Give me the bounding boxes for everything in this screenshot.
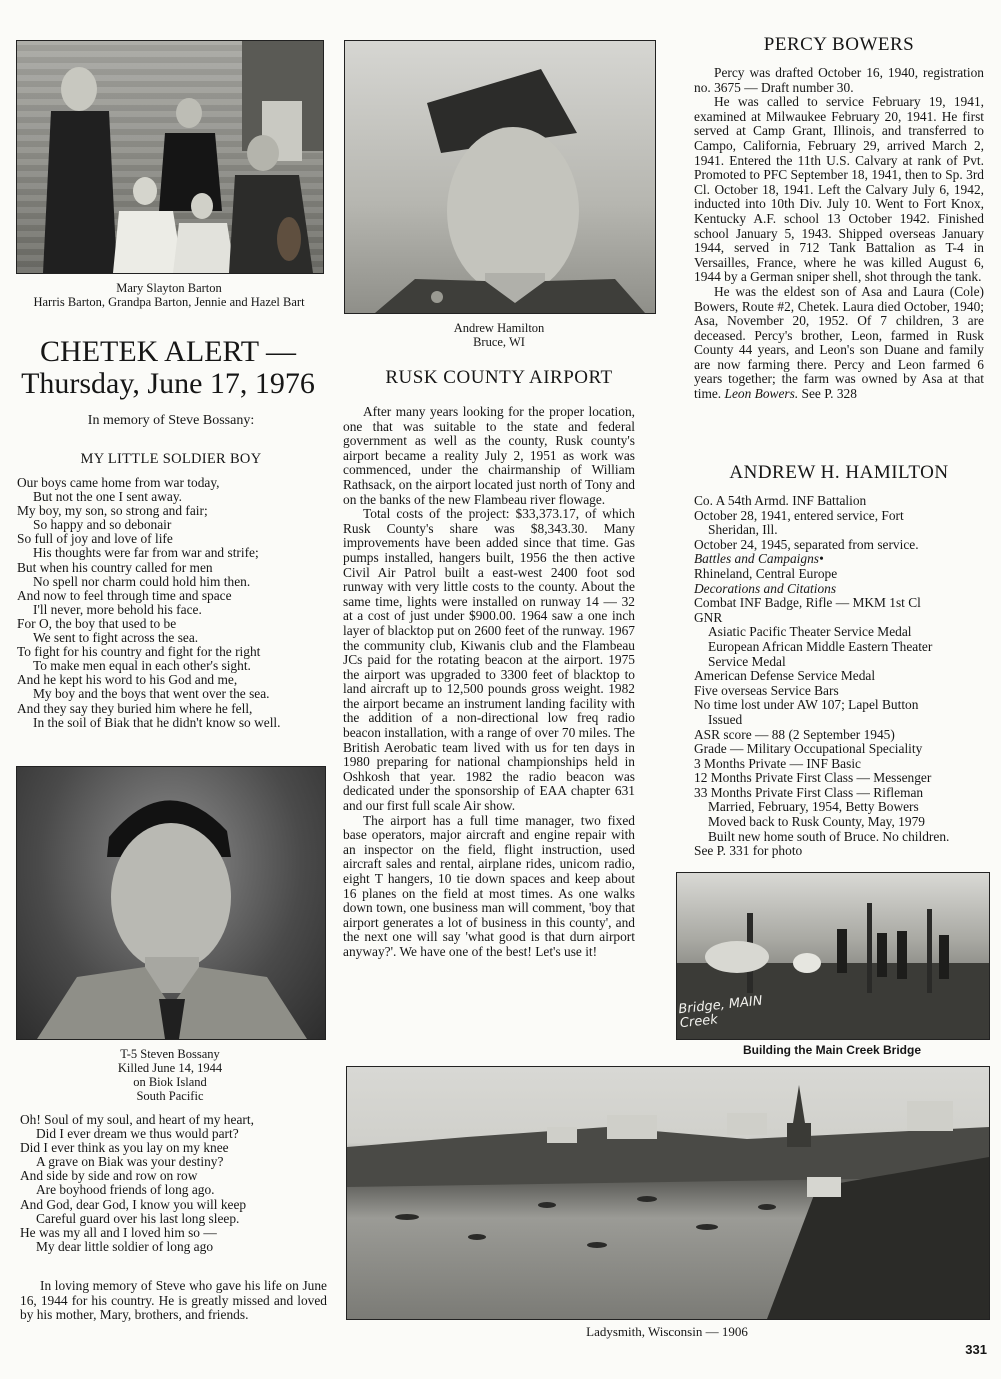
caption-line: on Biok Island [133,1075,207,1089]
airport-article [343,405,635,960]
poem-line: So happy and so debonair [33,517,172,533]
service-record-line: Moved back to Rusk County, May, 1979 [708,814,925,830]
poem-line: And now to feel through time and space [17,587,232,603]
service-record-line: Service Medal [708,653,786,669]
service-record-line: Sheridan, Ill. [708,522,778,538]
family-photo [16,40,324,274]
poem-line: And he kept his word to his God and me, [17,672,238,688]
page-number: 331 [965,1342,987,1357]
poem-line: For O, the boy that used to be [17,615,177,631]
airport-paragraph: Total costs of the project: $33,373.17, of which Rusk County's share was $8,343.30. Many improvements have been added since that time. Gas pumps installed, hangers built, 1956 the then active Civil Air Patrol built a east-west 2400 foot sod runway with very little costs to the county. About the same time, lights were installed on runway 14 — 32 at a cost of just under $900.00. 1964 saw a one inch layer of blacktop put on 2600 feet of the runway. 1967 the community club, Kiwanis club and the Flambeau JCs paid for the rotating beacon at the airport. 1975 the airport was upgraded to 3300 feet of blacktop to land aircraft up to 12,500 pounds gross weight. 1982 the airport became an instrument landing facility with the addition of a non-directional low freq radio beacon installation, with a range of over 70 miles. The British Aerobatic team lived with us for ten days in 1980 preparing for national championships held in Oshkosh that year. 1982 the radio beacon was dedicated under the sponsorship of EAA chapter 631 and our first full scale Air show. [343,506,635,814]
hamilton-photo [344,40,656,314]
service-record-line: Battles and Campaigns• [694,551,824,567]
family-figures [17,41,323,273]
memory-line: In memory of Steve Bossany: [87,413,255,428]
airport-paragraph: After many years looking for the proper location, one that was suitable to the state and federal government as well as the county, Rusk county's airport became a reality July 2, 1951 as work was commenced, under the chairmanship of William Rathsack, on the airport located just north of Tony and on the banks of the new Flambeau river flowage. [343,404,635,507]
poem-line: My dear little soldier of long ago [36,1238,214,1254]
ladysmith-photo-caption: Ladysmith, Wisconsin — 1906 [586,1324,748,1339]
memorial-text: In loving memory of Steve who gave his life on June 16, 1944 for his country. He is greatly missed and loved by his mother, Mary, brothers, and friends. [20,1278,327,1323]
airport-heading: RUSK COUNTY AIRPORT [385,367,613,388]
caption-line: Bruce, WI [473,335,525,349]
bossany-portrait [17,767,325,1039]
service-record-line: American Defense Service Medal [694,668,876,684]
bowers-paragraph-text: He was the eldest son of Asa and Laura (Cole) Bowers, Route #2, Chetek. Laura died October, 1940; Asa, November 20, 1952. Of 7 children, 3 are deceased. Percy's brother, Leon, farmed in Rusk County 44 years, and Leon's son Duane and family are now farming there. Percy and Leon farmed 6 years together; the farm was owned by Asa at that time. [694,283,984,402]
service-record-line: Co. A 54th Armd. INF Battalion [694,493,867,508]
poem-line: But when his country called for men [17,559,213,575]
family-photo-caption [16,281,322,309]
service-record-line: 12 Months Private First Class — Messenger [694,770,932,786]
service-record-line: Combat INF Badge, Rifle — MKM 1st Cl [694,595,921,611]
bowers-paragraph [694,285,984,402]
service-record-line: Decorations and Citations [694,580,837,596]
service-record-line: European African Middle Eastern Theater [708,638,933,654]
poem-line: We sent to fight across the sea. [33,630,199,646]
poem-line: I'll never, more behold his face. [33,601,202,617]
poem-line: My boy, my son, so strong and fair; [17,503,208,519]
poem-title: MY LITTLE SOLDIER BOY [80,451,262,467]
service-record-line: Built new home south of Bruce. No children. [708,828,950,844]
airport-paragraph: The airport has a full time manager, two fixed base operators, major aircraft and engine repair with an inspector on the field, flight instruction, used aircraft sales and rental, airplane rides, unicom radio, eight T hangers, 10 tie down spaces and keep about 16 planes on the field at most times. As one walks down town, one business man will comment, 'boy that airport generates a lot of business in this county', and the next one will say 'what good is that durn airport anyway?'. We have one of the best! Let's use it! [343,812,635,959]
poem-line: He was my all and I loved him so — [20,1224,217,1240]
bowers-paragraph: Percy was drafted October 16, 1940, registration no. 3675 — Draft number 30. [694,65,984,95]
service-record-line: October 28, 1941, entered service, Fort [694,507,904,523]
service-record-line: Grade — Military Occupational Speciality [694,741,923,757]
poem-line: A grave on Biak was your destiny? [36,1154,224,1170]
poem-line: Oh! Soul of my soul, and heart of my heart, [20,1112,254,1127]
ladysmith-photo [346,1066,990,1320]
poem-line: And they say they buried him where he fell, [17,700,253,716]
caption-line: South Pacific [136,1089,204,1103]
poem-line: No spell nor charm could hold him then. [33,573,251,589]
poem-line: Our boys came home from war today, [17,475,220,490]
service-record-line: Issued [708,711,743,727]
caption-line: Harris Barton, Grandpa Barton, Jennie and Hazel Bart [33,295,305,309]
poem-line: Did I ever dream we thus would part? [36,1126,239,1142]
poem-line: In the soil of Biak that he didn't know so well. [33,714,281,730]
service-record-line: 3 Months Private — INF Basic [694,755,862,771]
poem-line: His thoughts were far from war and strife; [33,545,259,561]
service-record-line: 33 Months Private First Class — Rifleman [694,784,924,800]
service-record-line: ASR score — 88 (2 September 1945) [694,726,895,742]
service-record-line: Five overseas Service Bars [694,682,839,698]
bowers-article [694,66,984,402]
bowers-paragraph: He was called to service February 19, 1941, examined at Milwaukee February 20, 1941. He first served at Camp Grant, Illinois, and transferred to Campo, California, February 29, arrived March 2, 1941. Entered the 11th U.S. Calvary at rank of Pvt. Promoted to PFC September 18, 1941, then to Sp. 3rd Cl. October 18, 1941. Left the Calvary July 6, 1942, inducted into 10th Div. July 10. Went to Fort Knox, Kentucky A.F. school 13 October 1942. Finished school January 5, 1943. Shipped overseas January 1944, served in 712 Tank Battalion as T-4 in Versailles, France, where he was killed August 6, 1944 by a German sniper shell, shot through the tank. [694,94,984,285]
chetek-heading [10,336,326,400]
bridge-photo-caption: Building the Main Creek Bridge [742,1043,922,1057]
poem-line: And side by side and row on row [20,1168,198,1184]
chetek-heading-date: Thursday, June 17, 1976 [21,367,315,400]
poem-line: To fight for his country and fight for the right [17,644,261,660]
service-record-line: No time lost under AW 107; Lapel Button [694,697,919,713]
poem-line: My boy and the boys that went over the sea. [33,686,270,702]
chetek-heading-line: CHETEK ALERT — [40,335,296,368]
hamilton-portrait [345,41,655,313]
service-record-line: Asiatic Pacific Theater Service Medal [708,624,912,640]
poem-line: Did I ever think as you lay on my knee [20,1140,229,1156]
service-record-line: Married, February, 1954, Betty Bowers [708,799,919,815]
poem-soul-of-my-soul [20,1113,330,1254]
service-record-line: Rhineland, Central Europe [694,565,838,581]
hamilton-heading: ANDREW H. HAMILTON [729,462,949,483]
poem-line: To make men equal in each other's sight. [33,658,251,674]
service-record-line: October 24, 1945, separated from service. [694,536,919,552]
memorial-paragraph [20,1279,327,1323]
ladysmith-scene [347,1067,989,1319]
bossany-photo-caption [16,1047,324,1103]
service-record-line: GNR [694,609,723,625]
hamilton-service-record [694,494,989,859]
bridge-photo [676,872,990,1040]
bowers-see-page: See P. 328 [798,386,857,402]
poem-line: But not the one I sent away. [33,489,182,505]
poem-line: So full of joy and love of life [17,531,173,547]
service-record-line: See P. 331 for photo [694,843,803,859]
bridge-inscription: Bridge, MAIN Creek [677,993,764,1032]
hamilton-photo-caption [344,321,654,349]
bowers-cross-reference: Leon Bowers. [724,386,799,402]
caption-line: Andrew Hamilton [453,321,545,335]
caption-line: Killed June 14, 1944 [117,1061,223,1075]
poem-my-little-soldier-boy [17,476,332,730]
bossany-photo [16,766,326,1040]
poem-line: Careful guard over his last long sleep. [36,1210,240,1226]
poem-line: And God, dear God, I know you will keep [20,1196,247,1212]
caption-line: Mary Slayton Barton [116,281,222,295]
caption-line: T-5 Steven Bossany [120,1047,220,1061]
bowers-heading: PERCY BOWERS [763,34,915,55]
poem-line: Are boyhood friends of long ago. [36,1182,215,1198]
